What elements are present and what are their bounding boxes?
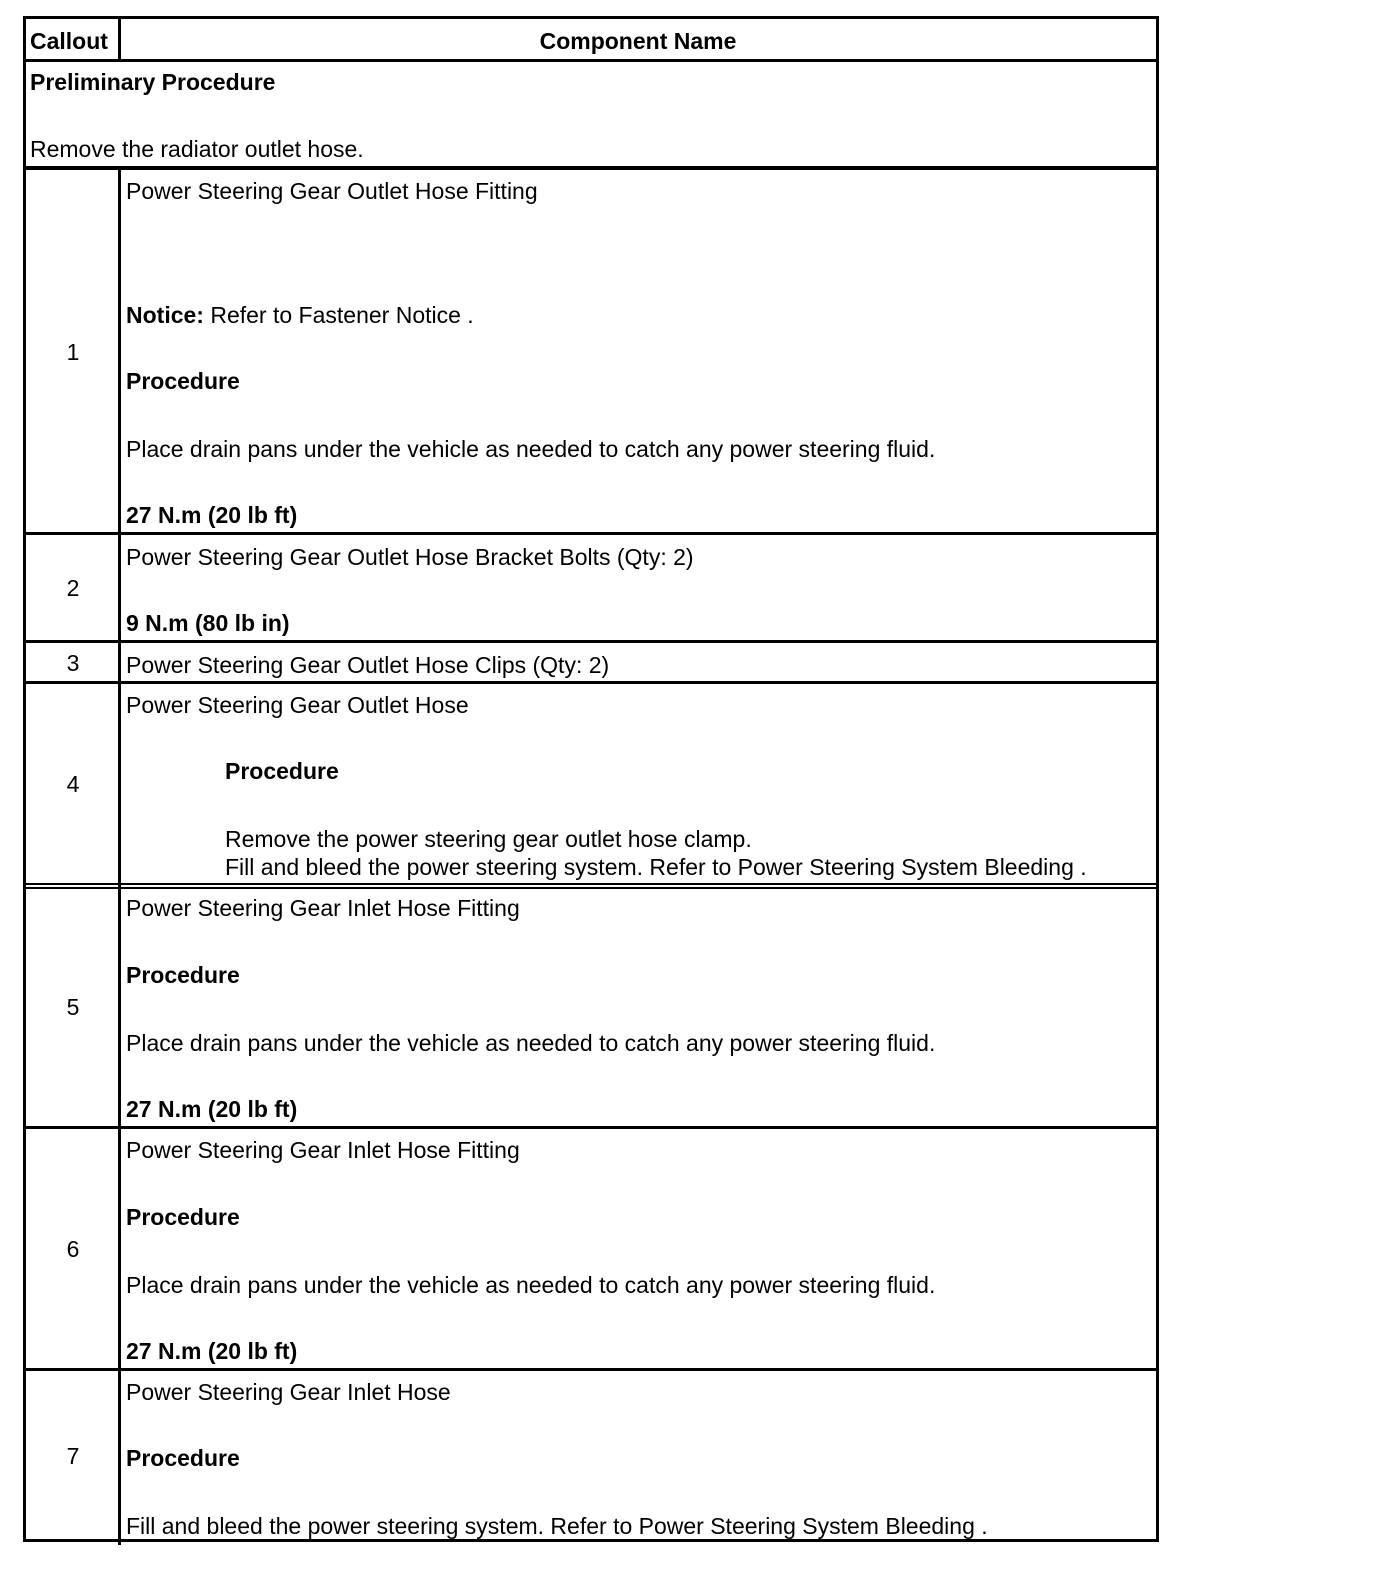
callout-number: 3 bbox=[66, 650, 80, 676]
component-name: Power Steering Gear Inlet Hose Fitting bbox=[126, 895, 520, 921]
callout-number: 1 bbox=[66, 339, 80, 365]
procedure-table bbox=[23, 16, 1159, 1542]
callout-number: 5 bbox=[66, 994, 80, 1020]
procedure-step: Fill and bleed the power steering system. Refer to Power Steering System Bleeding . bbox=[126, 1513, 988, 1539]
header-divider bbox=[118, 19, 121, 61]
component-name: Power Steering Gear Outlet Hose Clips (Qty: 2) bbox=[126, 652, 610, 678]
row-divider bbox=[26, 640, 1156, 643]
callout-number: 2 bbox=[66, 575, 80, 601]
procedure-heading: Procedure bbox=[126, 1445, 240, 1471]
row-divider bbox=[26, 1126, 1156, 1129]
callout-header: Callout bbox=[30, 28, 108, 54]
row-divider bbox=[26, 166, 1156, 170]
callout-number: 4 bbox=[66, 771, 80, 797]
row-divider bbox=[26, 1368, 1156, 1371]
torque-spec: 27 N.m (20 lb ft) bbox=[126, 1096, 298, 1122]
row-divider bbox=[26, 883, 1156, 885]
torque-spec: 27 N.m (20 lb ft) bbox=[126, 1338, 298, 1364]
preliminary-text: Remove the radiator outlet hose. bbox=[30, 136, 364, 162]
procedure-heading: Procedure bbox=[126, 368, 240, 394]
procedure-heading: Procedure bbox=[225, 758, 339, 784]
component-name: Power Steering Gear Outlet Hose bbox=[126, 692, 469, 718]
procedure-heading: Procedure bbox=[126, 962, 240, 988]
procedure-heading: Procedure bbox=[126, 1204, 240, 1230]
notice-label: Notice: bbox=[126, 302, 204, 328]
callout-number: 6 bbox=[66, 1236, 80, 1262]
notice-text: Refer to Fastener Notice . bbox=[210, 302, 474, 328]
row-divider bbox=[26, 532, 1156, 535]
torque-spec: 27 N.m (20 lb ft) bbox=[126, 502, 298, 528]
column-divider bbox=[118, 169, 121, 1545]
row-divider bbox=[26, 59, 1156, 62]
component-name: Power Steering Gear Outlet Hose Bracket Bolts (Qty: 2) bbox=[126, 544, 694, 570]
callout-number: 7 bbox=[66, 1443, 80, 1469]
procedure-step: Remove the power steering gear outlet hose clamp. bbox=[225, 826, 752, 852]
procedure-step: Place drain pans under the vehicle as needed to catch any power steering fluid. bbox=[126, 436, 936, 462]
preliminary-title: Preliminary Procedure bbox=[30, 69, 276, 95]
component-name: Power Steering Gear Inlet Hose Fitting bbox=[126, 1137, 520, 1163]
procedure-step: Fill and bleed the power steering system. Refer to Power Steering System Bleeding . bbox=[225, 854, 1087, 880]
component-name: Power Steering Gear Inlet Hose bbox=[126, 1379, 451, 1405]
component-name-header: Component Name bbox=[539, 28, 737, 54]
row-divider bbox=[26, 887, 1156, 889]
procedure-step: Place drain pans under the vehicle as needed to catch any power steering fluid. bbox=[126, 1272, 936, 1298]
row-divider bbox=[26, 681, 1156, 684]
notice-line bbox=[126, 301, 474, 329]
procedure-step: Place drain pans under the vehicle as needed to catch any power steering fluid. bbox=[126, 1030, 936, 1056]
component-name: Power Steering Gear Outlet Hose Fitting bbox=[126, 178, 538, 204]
torque-spec: 9 N.m (80 lb in) bbox=[126, 610, 290, 636]
